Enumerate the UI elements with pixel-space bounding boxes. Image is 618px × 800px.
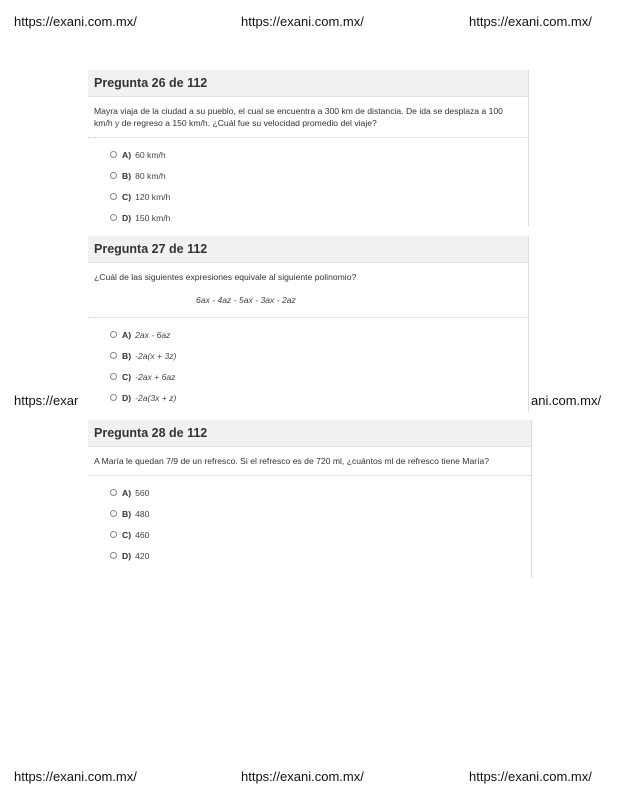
radio-icon[interactable] xyxy=(110,172,117,179)
option-letter: A) xyxy=(122,487,132,498)
question-text: ¿Cuál de las siguientes expresiones equivale al siguiente polinomio? xyxy=(94,272,357,282)
watermark-bottom-left[interactable]: https://exani.com.mx/ xyxy=(14,769,137,784)
radio-icon[interactable] xyxy=(110,510,117,517)
watermark-top-right[interactable]: https://exani.com.mx/ xyxy=(469,14,592,29)
option-text: 150 km/h xyxy=(135,212,171,223)
option-letter: D) xyxy=(122,550,132,561)
option-text: 560 xyxy=(135,487,150,498)
question-card-26 xyxy=(88,70,529,226)
option-d[interactable] xyxy=(88,545,531,566)
divider xyxy=(88,137,528,138)
watermark-top-left[interactable]: https://exani.com.mx/ xyxy=(14,14,137,29)
watermark-middle-left[interactable]: https://exar xyxy=(14,393,79,408)
radio-icon[interactable] xyxy=(110,373,117,380)
watermark-top-center[interactable]: https://exani.com.mx/ xyxy=(241,14,364,29)
watermark-bottom-right[interactable]: https://exani.com.mx/ xyxy=(469,769,592,784)
option-text: -2a(x + 3z) xyxy=(135,350,177,361)
radio-icon[interactable] xyxy=(110,489,117,496)
option-letter: C) xyxy=(122,371,132,382)
option-a[interactable] xyxy=(88,144,528,165)
option-text: 2ax - 6az xyxy=(135,329,171,340)
option-a[interactable] xyxy=(88,482,531,503)
watermark-bottom-center[interactable]: https://exani.com.mx/ xyxy=(241,769,364,784)
option-text: 60 km/h xyxy=(135,149,166,160)
radio-icon[interactable] xyxy=(110,394,117,401)
option-letter: B) xyxy=(122,170,132,181)
radio-icon[interactable] xyxy=(110,214,117,221)
watermark-middle-right[interactable]: ani.com.mx/ xyxy=(531,393,602,408)
option-d[interactable] xyxy=(88,387,528,408)
radio-icon[interactable] xyxy=(110,531,117,538)
option-letter: A) xyxy=(122,149,132,160)
option-d[interactable] xyxy=(88,207,528,228)
option-letter: C) xyxy=(122,529,132,540)
option-letter: B) xyxy=(122,508,132,519)
option-text: 480 xyxy=(135,508,150,519)
option-b[interactable] xyxy=(88,503,531,524)
radio-icon[interactable] xyxy=(110,331,117,338)
question-card-28 xyxy=(88,420,532,578)
option-b[interactable] xyxy=(88,165,528,186)
option-text: -2a(3x + z) xyxy=(135,392,177,403)
option-letter: A) xyxy=(122,329,132,340)
question-header: Pregunta 28 de 112 xyxy=(88,420,531,447)
divider xyxy=(88,475,531,476)
radio-icon[interactable] xyxy=(110,352,117,359)
option-letter: B) xyxy=(122,350,132,361)
polynomial-expression: 6ax - 4az - 5ax - 3ax - 2az xyxy=(196,295,296,305)
question-text: A María le quedan 7/9 de un refresco. Si el refresco es de 720 ml, ¿cuántos ml de refresco tiene María? xyxy=(94,456,490,466)
option-text: 80 km/h xyxy=(135,170,166,181)
option-letter: D) xyxy=(122,392,132,403)
option-text: 460 xyxy=(135,529,150,540)
question-card-27 xyxy=(88,236,529,412)
option-text: 420 xyxy=(135,550,150,561)
option-c[interactable] xyxy=(88,524,531,545)
radio-icon[interactable] xyxy=(110,193,117,200)
radio-icon[interactable] xyxy=(110,552,117,559)
option-text: -2ax + 6az xyxy=(135,371,176,382)
question-header: Pregunta 26 de 112 xyxy=(88,70,528,97)
option-text: 120 km/h xyxy=(135,191,171,202)
option-b[interactable] xyxy=(88,345,528,366)
option-c[interactable] xyxy=(88,186,528,207)
option-c[interactable] xyxy=(88,366,528,387)
divider xyxy=(88,317,528,318)
radio-icon[interactable] xyxy=(110,151,117,158)
question-text: Mayra viaja de la ciudad a su pueblo, el cual se encuentra a 300 km de distancia. De ida se desplaza a 100 km/h y de regreso a 150 km/h. ¿Cuál fue su velocidad promedio del viaje? xyxy=(94,106,503,128)
option-letter: C) xyxy=(122,191,132,202)
question-header: Pregunta 27 de 112 xyxy=(88,236,528,263)
option-a[interactable] xyxy=(88,324,528,345)
option-letter: D) xyxy=(122,212,132,223)
